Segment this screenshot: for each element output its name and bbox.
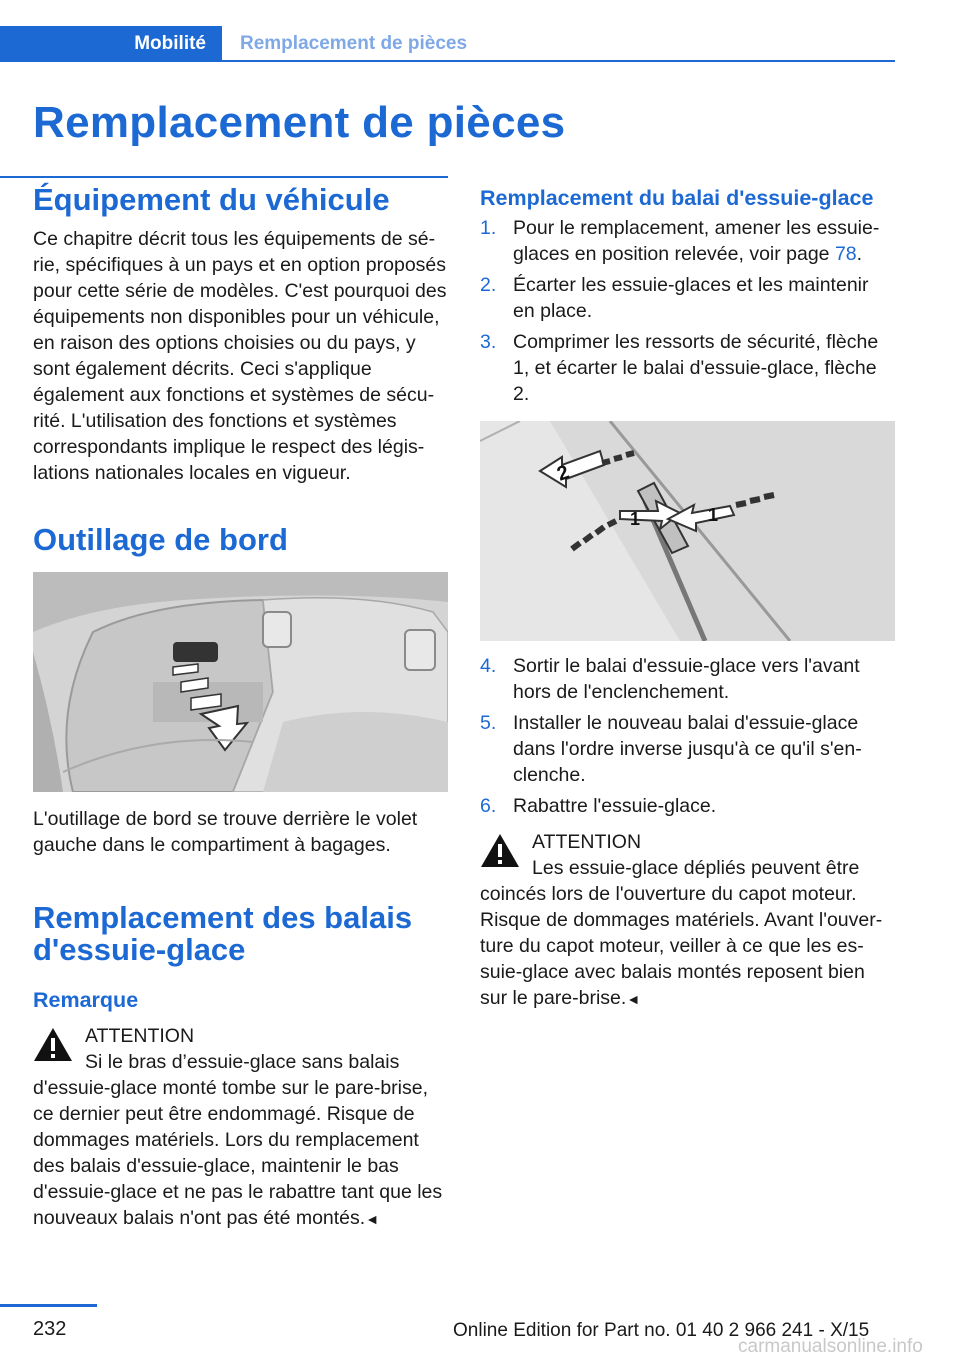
step-number: 1. bbox=[480, 217, 497, 239]
step-text: Écarter les essuie-glaces et les maintenir en place. bbox=[513, 274, 869, 322]
warning-triangle-icon bbox=[480, 833, 520, 869]
left-column bbox=[33, 184, 448, 1232]
step-text: Rabattre l'essuie-glace. bbox=[513, 795, 717, 817]
step-text: Comprimer les ressorts de sécurité, flèche 1, et écarter le balai d'essuie-glace, flèche 2. bbox=[513, 331, 879, 405]
steps-list-b bbox=[480, 653, 895, 819]
warning-text: Les essuie-glace dépliés peuvent être coincés lors de l'ouverture du capot moteur. Risque de dommages matériels. Avant l'ouverture du capot moteur, veiller à ce que les essuie-glace avec balais montés reposent bien sur le pare-brise. bbox=[480, 857, 883, 1009]
arrow-1-label-b: 1 bbox=[708, 505, 719, 525]
toolkit-text: L'outillage de bord se trouve derrière le volet gauche dans le compartiment à bagages. bbox=[33, 808, 418, 856]
title-rule bbox=[0, 176, 448, 178]
page-header bbox=[0, 26, 895, 62]
list-item bbox=[480, 272, 895, 324]
page-title: Remplacement de pièces bbox=[33, 98, 566, 147]
warning-triangle-icon bbox=[33, 1027, 73, 1063]
warning-block bbox=[33, 1023, 448, 1232]
wiper-illustration bbox=[480, 421, 895, 641]
online-edition-text: Online Edition for Part no. 01 40 2 966 241 - X/15 bbox=[453, 1320, 870, 1341]
warning-title: ATTENTION bbox=[85, 1025, 195, 1047]
page-number: 232 bbox=[33, 1318, 67, 1340]
section-tab: Mobilité bbox=[0, 26, 222, 62]
right-column bbox=[480, 184, 895, 1012]
header-rule bbox=[0, 60, 895, 62]
arrow-2-label: 2 bbox=[554, 461, 573, 486]
trunk-illustration bbox=[33, 572, 448, 792]
warning-text: Si le bras d’essuie-glace sans balais d'essuie-glace monté tombe sur le pare-brise, ce dernier peut être endommagé. Risque de dommages matériels. Lors du remplacement des balais d'essuie-glace, maintenir le bas d'essuie-glace et ne pas le rabattre tant que les nouveaux balais n'ont pas été montés. bbox=[33, 1051, 443, 1229]
warning-block-2 bbox=[480, 829, 895, 1012]
end-mark: ◄ bbox=[626, 991, 641, 1007]
warning-title: ATTENTION bbox=[532, 831, 642, 853]
page-link[interactable]: 78 bbox=[834, 243, 857, 265]
current-section-tab: Remplacement de pièces bbox=[240, 33, 468, 54]
toolkit-heading: Outillage de bord bbox=[33, 522, 288, 557]
footer-rule bbox=[0, 1304, 97, 1307]
list-item bbox=[480, 653, 895, 705]
step-number: 3. bbox=[480, 331, 497, 353]
remark-heading: Remarque bbox=[33, 988, 139, 1012]
list-item bbox=[480, 215, 895, 267]
watermark: carmanualsonline.info bbox=[738, 1336, 923, 1357]
step-number: 6. bbox=[480, 795, 497, 817]
wiper-replace-heading: Remplacement des balais d'essuie-glace bbox=[33, 900, 413, 967]
step-punct: . bbox=[856, 243, 863, 265]
steps-list-a bbox=[480, 215, 895, 407]
list-item bbox=[480, 329, 895, 407]
list-item bbox=[480, 710, 895, 788]
end-mark: ◄ bbox=[365, 1211, 380, 1227]
step-number: 4. bbox=[480, 655, 497, 677]
step-text: Sortir le balai d'essuie-glace vers l'avant hors de l'enclenchement. bbox=[513, 655, 860, 703]
step-text: Pour le remplacement, amener les essuie-glaces en position relevée, voir page bbox=[513, 217, 880, 265]
step-text: Installer le nouveau balai d'essuie-glace dans l'ordre inverse jusqu'à ce qu'il s'enclenche. bbox=[513, 712, 862, 786]
list-item bbox=[480, 793, 895, 819]
equipment-text: Ce chapitre décrit tous les équipements de série, spécifiques à un pays et en option proposés pour cette série de modèles. C'est pourquoi des équipements non disponibles pour un véhicule, en raison des options choisies ou du pays, y sont également décrits. Ceci s'applique également aux fonctions et systèmes de sécurité. L'utilisation des fonctions et systèmes correspondants implique le respect des législations nationales locales en vigueur. bbox=[33, 228, 447, 484]
equipment-heading: Équipement du véhicule bbox=[33, 182, 390, 217]
step-number: 5. bbox=[480, 712, 497, 734]
blade-replace-heading: Remplacement du balai d'essuie-glace bbox=[480, 186, 874, 210]
arrow-1-label-a: 1 bbox=[630, 509, 641, 529]
step-number: 2. bbox=[480, 274, 497, 296]
